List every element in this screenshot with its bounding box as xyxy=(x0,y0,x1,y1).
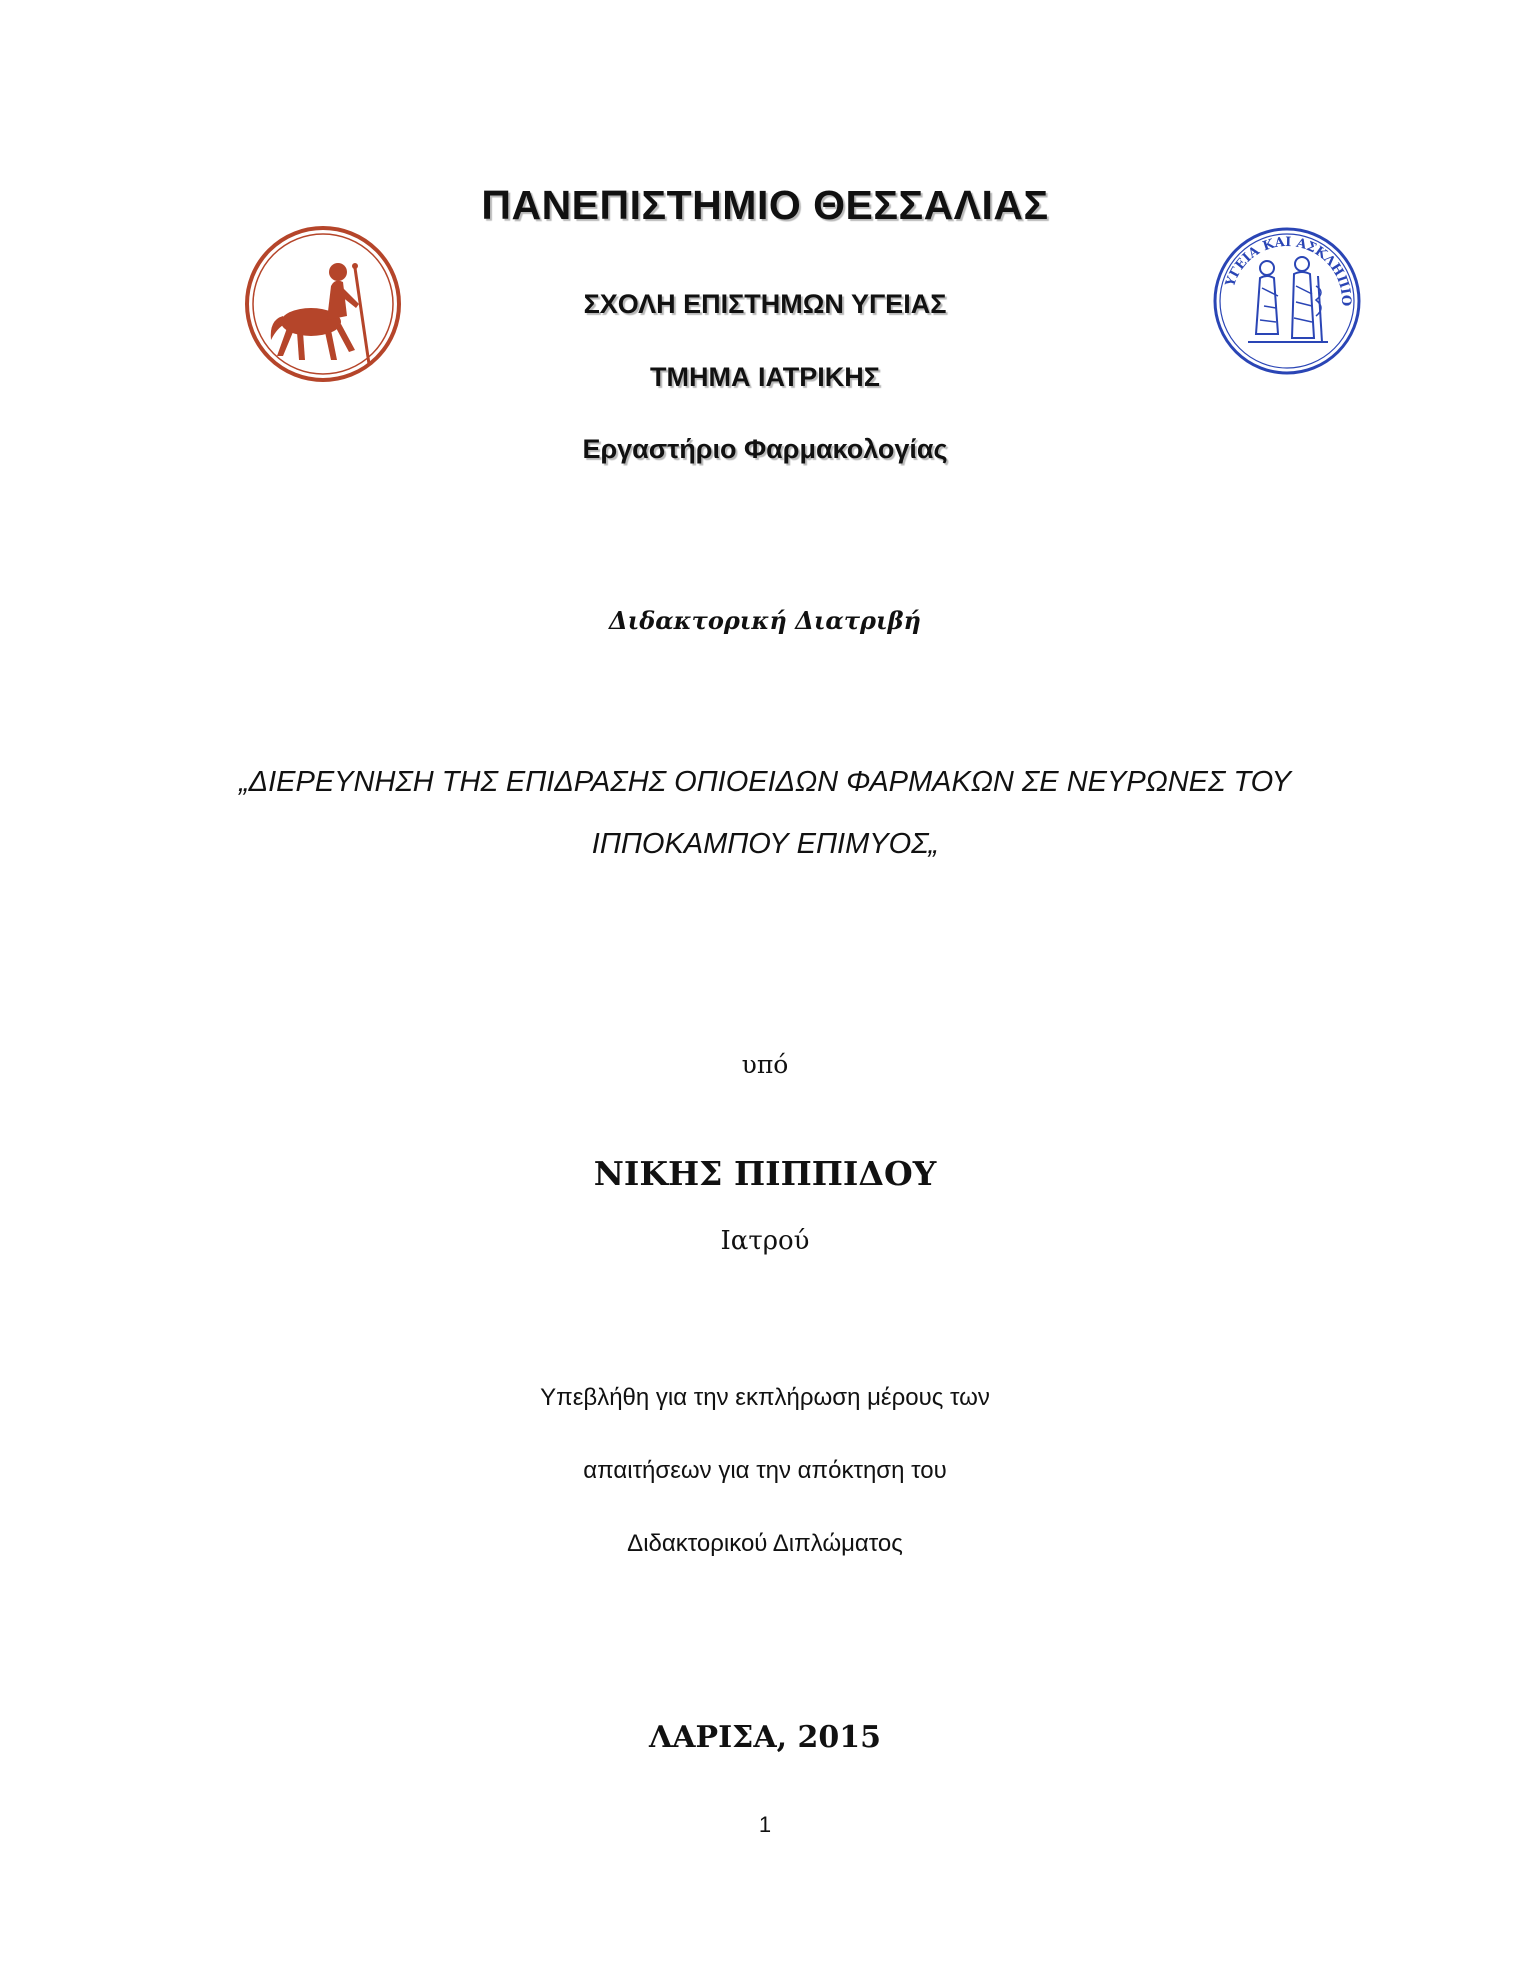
school-name: ΣΧΟΛΗ ΕΠΙΣΤΗΜΩΝ ΥΓΕΙΑΣ xyxy=(583,289,947,319)
place-year: ΛΑΡΙΣΑ, 2015 xyxy=(648,1720,882,1755)
thesis-title-line-2: ΙΠΠΟΚΑΜΠΟΥ ΕΠΙΜΥΟΣ„ xyxy=(591,828,939,860)
department-name: ΤΜΗΜΑ ΙΑΤΡΙΚΗΣ xyxy=(650,362,880,392)
university-name: ΠΑΝΕΠΙΣΤΗΜΙΟ ΘΕΣΣΑΛΙΑΣ xyxy=(481,182,1049,228)
by-label: υπό xyxy=(741,1050,789,1079)
submission-statement-line-3: Διδακτορικού Διπλώματος xyxy=(627,1530,903,1557)
submission-statement-line-1: Υπεβλήθη για την εκπλήρωση μέρους των xyxy=(540,1384,990,1411)
thesis-title-line-1: „ΔΙΕΡΕΥΝΗΣΗ ΤΗΣ ΕΠΙΔΡΑΣΗΣ ΟΠΙΟΕΙΔΩΝ ΦΑΡΜΑΚΩΝ ΣΕ ΝΕΥΡΩΝΕΣ ΤΟΥ xyxy=(238,766,1291,798)
author-role: Ιατρού xyxy=(720,1226,810,1256)
document-type: Διδακτορική Διατριβή xyxy=(608,606,922,635)
submission-statement-line-2: απαιτήσεων για την απόκτηση του xyxy=(583,1457,947,1484)
author-name: ΝΙΚΗΣ ΠΙΠΠΙΔΟΥ xyxy=(593,1154,937,1193)
laboratory-name: Εργαστήριο Φαρμακολογίας xyxy=(582,434,948,464)
seal-text: ΥΓΕΙΑ ΚΑΙ ΑΣΚΛΗΠΙΟ xyxy=(1223,234,1354,307)
page-number: 1 xyxy=(758,1812,772,1837)
